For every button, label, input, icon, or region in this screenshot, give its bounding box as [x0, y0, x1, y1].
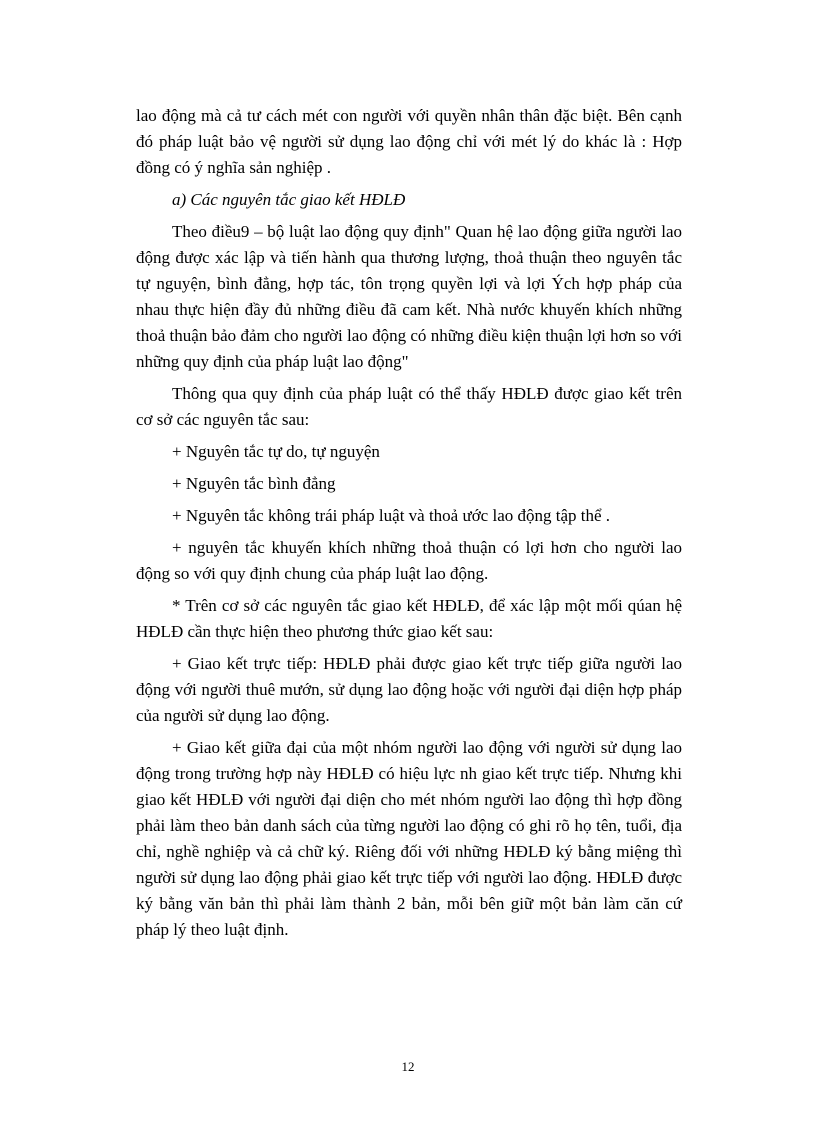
- list-item-method-2: + Giao kết giữa đại của một nhóm người lao động với người sử dụng lao động trong trường hợp này HĐLĐ có hiệu lực nh giao kết trực tiếp. Nhưng khi giao kết HĐLĐ với người đại diện cho mét nhóm người lao động thì hợp đồng phải làm theo bản danh sách của từng người lao động có ghi rõ họ tên, tuổi, địa chỉ, nghề nghiệp và cả chữ ký. Riêng đối với những HĐLĐ ký bằng miệng thì người sử dụng lao động phải giao kết trực tiếp với người lao động. HĐLĐ được ký bằng văn bản thì phải làm thành 2 bản, mỗi bên giữ một bản làm căn cứ pháp lý theo luật định.: [136, 738, 682, 939]
- section-heading: a) Các nguyên tắc giao kết HĐLĐ: [172, 190, 406, 209]
- list-item-principle-2: + Nguyên tắc bình đẳng: [172, 474, 336, 493]
- paragraph-methods-intro: * Trên cơ sở các nguyên tắc giao kết HĐLĐ, để xác lập một mối qúan hệ HĐLĐ cần thực hiện theo phương thức giao kết sau:: [136, 596, 682, 641]
- paragraph-continuation: lao động mà cả tư cách mét con người với quyền nhân thân đặc biệt. Bên cạnh đó pháp luật bảo vệ người sử dụng lao động chỉ với mét lý do khác là : Hợp đồng có ý nghĩa sản nghiệp .: [136, 106, 682, 177]
- list-item-principle-1: + Nguyên tắc tự do, tự nguyện: [172, 442, 380, 461]
- list-item-principle-4: + nguyên tắc khuyến khích những thoả thuận có lợi hơn cho người lao động so với quy định chung của pháp luật lao động.: [136, 538, 682, 583]
- paragraph-principles-intro: Thông qua quy định của pháp luật có thể thấy HĐLĐ được giao kết trên cơ sở các nguyên tắc sau:: [136, 384, 682, 429]
- list-item-principle-3: + Nguyên tắc không trái pháp luật và thoả ước lao động tập thể .: [172, 506, 611, 525]
- paragraph-article-9: Theo điều9 – bộ luật lao động quy định" Quan hệ lao động giữa người lao động được xác lập và tiến hành qua thương lượng, thoả thuận theo nguyên tắc tự nguyện, bình đẳng, hợp tác, tôn trọng quyền lợi và lợi Ých hợp pháp của nhau thực hiện đầy đủ những điều đã cam kết. Nhà nước khuyến khích những thoả thuận bảo đảm cho người lao động có những điều kiện thuận lợi hơn so với những quy định của pháp luật lao động": [136, 222, 682, 371]
- page-number: 12: [401, 1059, 415, 1074]
- list-item-method-1: + Giao kết trực tiếp: HĐLĐ phải được giao kết trực tiếp giữa người lao động với người thuê mướn, sử dụng lao động hoặc với người đại diện hợp pháp của người sử dụng lao động.: [136, 654, 682, 725]
- body-text: [136, 103, 682, 949]
